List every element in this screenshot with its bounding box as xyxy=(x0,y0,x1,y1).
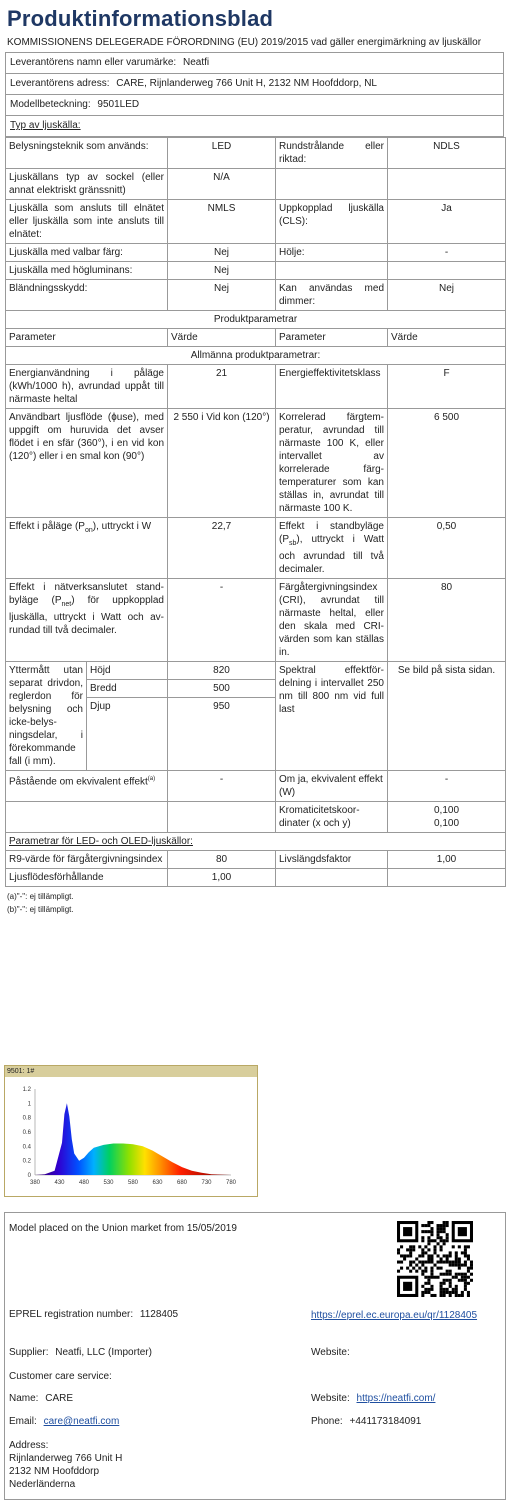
model-label: Modellbeteckning: xyxy=(10,99,91,110)
care-email-label: Email: xyxy=(9,1416,37,1427)
care-email-link[interactable]: care@neatfi.com xyxy=(43,1416,120,1427)
product-params-heading-row xyxy=(6,311,506,329)
footnote-a: (a)"-": ej tillämpligt. xyxy=(7,892,74,901)
x-tick-label: 780 xyxy=(225,1180,237,1186)
type-value: NMLS xyxy=(168,200,276,244)
supplier-name-value: Neatfi xyxy=(182,57,210,68)
general-param-row xyxy=(6,409,506,518)
care-website-label: Website: xyxy=(311,1393,350,1404)
power-on-label: Effekt i påläge $(P_{on})$, uttryckt i W xyxy=(6,518,168,579)
eprel-registration xyxy=(9,1309,178,1320)
type-row xyxy=(6,169,506,200)
type-param-2: Kan användas med dimmer: xyxy=(276,280,388,311)
equivalent-watt-label: Om ja, ekvivalent effekt (W) xyxy=(276,771,388,802)
market-placement-text: Model placed on the Union market from 15/05/2019 xyxy=(9,1223,237,1234)
dimension-name: Djup xyxy=(90,701,111,712)
chromaticity-label: Kromaticitetskoordinater (x och y) xyxy=(276,802,388,833)
footnotes xyxy=(5,890,504,916)
model-value: 9501LED xyxy=(97,99,140,110)
dimensions-label: Yttermått utan separat drivdon, reglerdon för belysning och icke-belysningsdelar, i förekommande fall (i mm). xyxy=(6,662,87,770)
chromaticity-row xyxy=(6,802,506,833)
supplier-address-row xyxy=(5,74,504,95)
type-value-2 xyxy=(388,262,506,280)
spectral-distribution-chart xyxy=(4,1065,258,1197)
dimensions-row xyxy=(6,662,506,771)
general-param-row xyxy=(6,365,506,409)
care-website-row xyxy=(311,1393,435,1404)
type-heading xyxy=(5,116,504,137)
care-address-line-3: Nederländerna xyxy=(9,1479,76,1490)
general-params-heading-row xyxy=(6,347,506,365)
type-value-2: Ja xyxy=(388,200,506,244)
type-param: Ljuskälla som ansluts till elnätet eller ljuskälla som inte ansluts till elnätet: xyxy=(6,200,168,244)
type-param-2: Rundstrålande eller riktad: xyxy=(276,138,388,169)
equivalent-watt-value: - xyxy=(388,771,506,802)
type-value: Nej xyxy=(168,262,276,280)
dimensions-values xyxy=(168,662,276,771)
type-value-2: Nej xyxy=(388,280,506,311)
spectral-value: Se bild på sista sidan. xyxy=(388,662,506,771)
dimension-name: Bredd xyxy=(87,680,167,698)
power-network-value: - xyxy=(168,579,276,662)
type-value: Nej xyxy=(168,244,276,262)
care-email-row xyxy=(9,1416,119,1427)
supplier-address-label: Leverantörens adress: xyxy=(10,78,110,89)
chromaticity-empty-1 xyxy=(6,802,168,833)
x-tick-label: 580 xyxy=(127,1180,139,1186)
care-phone-label: Phone: xyxy=(311,1416,343,1427)
type-param: Bländningsskydd: xyxy=(6,280,168,311)
led-value: 1,00 xyxy=(168,869,276,887)
eprel-reg-value: 1128405 xyxy=(139,1309,179,1320)
led-param-row xyxy=(6,851,506,869)
chart-plot xyxy=(5,1077,257,1195)
equivalent-power-label: Påstående om ekvivalent effekt$^{(a)}$ xyxy=(6,771,168,802)
dimension-value: 500 xyxy=(168,680,275,698)
y-tick-label: 0.8 xyxy=(22,1115,31,1122)
supplier-label: Supplier: xyxy=(9,1347,49,1358)
spectral-label: Spektral effektfördelning i intervallet 250 nm till 800 nm vid full last xyxy=(276,662,388,771)
y-tick-label: 1 xyxy=(27,1101,31,1108)
spec-table xyxy=(5,137,506,887)
care-phone-value: +441173184091 xyxy=(349,1416,422,1427)
x-tick-label: 680 xyxy=(176,1180,188,1186)
care-address xyxy=(9,1439,122,1491)
chromaticity-value: 0,100 0,100 xyxy=(388,802,506,833)
product-information-sheet xyxy=(5,0,504,916)
power-on-value: 22,7 xyxy=(168,518,276,579)
power-standby-label: Effekt i standbyläge $(P_{sb})$, uttryckt i Watt och avrundad till två decimaler. xyxy=(276,518,388,579)
eprel-reg-label: EPREL registration number: xyxy=(9,1309,134,1320)
type-value: Nej xyxy=(168,280,276,311)
type-param: Belysningsteknik som används: xyxy=(6,138,168,169)
led-params-heading: Parametrar för LED- och OLED-ljuskällor: xyxy=(6,833,506,851)
y-tick-label: 0.2 xyxy=(22,1158,31,1165)
col-header-value: Värde xyxy=(168,329,276,347)
equivalent-power-row xyxy=(6,771,506,802)
cri-label: Färgåtergivningsindex (CRI), avrundat till närmaste heltal, eller den skala med CRI-värden som kan ställas in. xyxy=(276,579,388,662)
type-value-2 xyxy=(388,169,506,200)
x-tick-label: 630 xyxy=(152,1180,163,1186)
spectrum-area xyxy=(35,1103,231,1175)
power-row xyxy=(6,518,506,579)
general-value-2: F xyxy=(388,365,506,409)
equivalent-power-value: - xyxy=(168,771,276,802)
type-value-2: - xyxy=(388,244,506,262)
supplier-name-row xyxy=(5,52,504,74)
y-tick-label: 1.2 xyxy=(22,1087,31,1093)
col-header-value-2: Värde xyxy=(388,329,506,347)
general-param: Energianvändning i påläge (kWh/1000 h), avrundad uppåt till närmaste heltal xyxy=(6,365,168,409)
care-name-label: Name: xyxy=(9,1393,39,1404)
led-param-2 xyxy=(276,869,388,887)
type-param-2 xyxy=(276,169,388,200)
cri-value: 80 xyxy=(388,579,506,662)
x-tick-label: 530 xyxy=(103,1180,114,1186)
type-param: Ljuskälla med valbar färg: xyxy=(6,244,168,262)
general-value: 21 xyxy=(168,365,276,409)
type-param-2: Uppkopplad ljuskälla (CLS): xyxy=(276,200,388,244)
power-standby-value: 0,50 xyxy=(388,518,506,579)
website-label: Website: xyxy=(311,1347,350,1358)
led-value-2 xyxy=(388,869,506,887)
supplier-value: Neatfi, LLC (Importer) xyxy=(55,1347,152,1358)
care-name-value: CARE xyxy=(45,1393,74,1404)
dimension-value: 820 xyxy=(168,662,275,680)
col-header-parameter: Parameter xyxy=(6,329,168,347)
dimensions-cell xyxy=(6,662,168,771)
footnote-b: (b)"-": ej tillämpligt. xyxy=(7,905,74,914)
led-value-2: 1,00 xyxy=(388,851,506,869)
general-value: 2 550 i Vid kon (120°) xyxy=(168,409,276,518)
dimension-name: Höjd xyxy=(87,662,167,680)
y-tick-label: 0.6 xyxy=(22,1130,31,1136)
general-param-2: Korrelerad färgtemperatur, avrundad till närmaste 100 K, eller intervallet av korrelerade färgtemperaturer som kan ställas in, avrundat till närmaste 100 K. xyxy=(276,409,388,518)
y-tick-label: 0 xyxy=(27,1173,31,1179)
x-tick-label: 380 xyxy=(29,1180,41,1186)
eprel-url-link[interactable]: https://eprel.ec.europa.eu/qr/1128405 xyxy=(311,1310,478,1321)
led-value: 80 xyxy=(168,851,276,869)
care-address-line-2: 2132 NM Hoofddorp xyxy=(9,1466,100,1477)
x-tick-label: 730 xyxy=(201,1180,212,1186)
care-phone-row xyxy=(311,1416,421,1427)
type-param: Ljuskälla med högluminans: xyxy=(6,262,168,280)
general-param-2: Energieffektivitetsklass xyxy=(276,365,388,409)
supplier-row xyxy=(9,1347,152,1358)
led-params-heading-row xyxy=(6,833,506,851)
supplier-address-value: CARE, Rijnlanderweg 766 Unit H, 2132 NM Hoofddorp, NL xyxy=(116,78,377,89)
type-row xyxy=(6,244,506,262)
y-tick-label: 0.4 xyxy=(22,1144,31,1151)
type-value: LED xyxy=(168,138,276,169)
eprel-info-box xyxy=(4,1212,506,1500)
model-row xyxy=(5,95,504,116)
chromaticity-empty-2 xyxy=(168,802,276,833)
type-heading-text: Typ av ljuskälla: xyxy=(10,120,81,131)
care-address-line-1: Rijnlanderweg 766 Unit H xyxy=(9,1453,123,1464)
type-value-2: NDLS xyxy=(388,138,506,169)
x-tick-label: 430 xyxy=(54,1180,65,1186)
led-param-row xyxy=(6,869,506,887)
type-row xyxy=(6,200,506,244)
care-name-row xyxy=(9,1393,73,1404)
column-header-row xyxy=(6,329,506,347)
regulation-reference: KOMMISSIONENS DELEGERADE FÖRORDNING (EU) 2019/2015 vad gäller energimärkning av ljuskällor xyxy=(7,37,482,48)
care-address-label: Address: xyxy=(9,1440,49,1451)
qr-code-icon[interactable] xyxy=(397,1221,473,1297)
general-params-heading: Allmänna produktparametrar: xyxy=(6,347,506,365)
col-header-parameter-2: Parameter xyxy=(276,329,388,347)
type-param-2: Hölje: xyxy=(276,244,388,262)
care-website-link[interactable]: https://neatfi.com/ xyxy=(356,1393,436,1404)
type-row xyxy=(6,138,506,169)
led-param: Ljusflödesförhållande xyxy=(6,869,168,887)
type-row xyxy=(6,262,506,280)
led-param-2: Livslängdsfaktor xyxy=(276,851,388,869)
network-standby-row xyxy=(6,579,506,662)
page-title: Produktinformationsblad xyxy=(7,6,274,31)
product-params-heading: Produktparametrar xyxy=(6,311,506,329)
type-row xyxy=(6,280,506,311)
x-tick-label: 480 xyxy=(78,1180,90,1186)
type-param-2 xyxy=(276,262,388,280)
type-param: Ljuskällans typ av sockel (eller annat elektriskt gränssnitt) xyxy=(6,169,168,200)
dimension-value: 950 xyxy=(213,701,230,712)
power-network-label: Effekt i nätverksanslutet standbyläge $(P_{net})$ för uppkopplad ljuskälla, uttryckt i Watt och avrundad till två decimaler. xyxy=(6,579,168,662)
chart-title: 9501: 1# xyxy=(5,1066,257,1077)
supplier-name-label: Leverantörens namn eller varumärke: xyxy=(10,57,177,68)
general-value-2: 6 500 xyxy=(388,409,506,518)
general-param: Användbart ljusflöde (ɸuse), med uppgift om huruvida det avser flödet i en sfär (360°), i en vid kon (120°) eller i en smal kon (90°) xyxy=(6,409,168,518)
led-param: R9-värde för färgåtergivningsindex xyxy=(6,851,168,869)
type-value: N/A xyxy=(168,169,276,200)
customer-care-heading: Customer care service: xyxy=(9,1371,112,1382)
